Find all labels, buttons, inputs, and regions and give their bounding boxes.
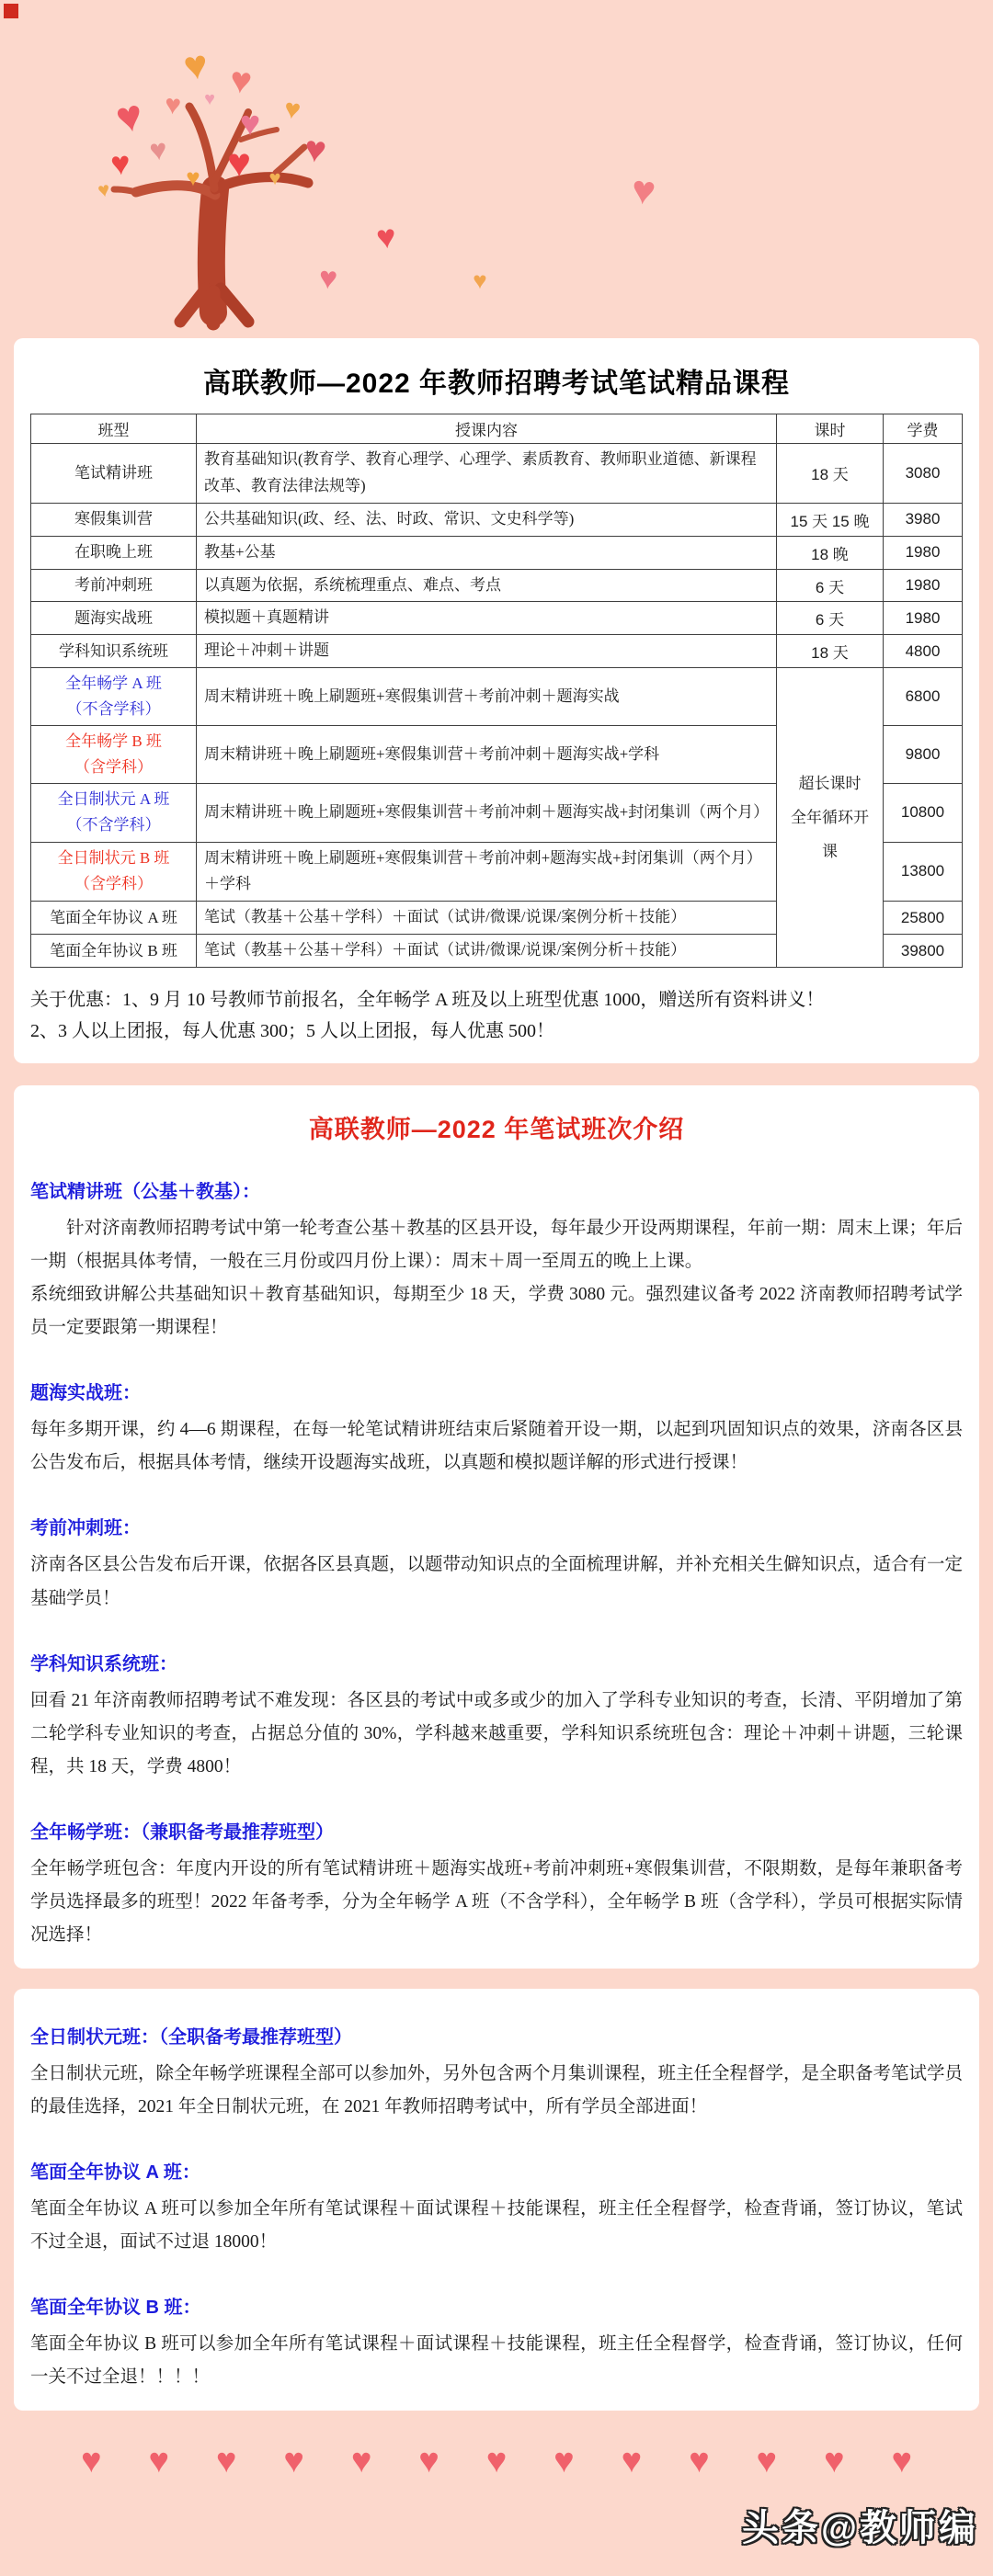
section-heading: 题海实战班： [30, 1383, 141, 1404]
intro-section [30, 1513, 963, 1615]
section-paragraph: 全日制状元班，除全年畅学班课程全部可以参加外，另外包含两个月集训课程，班主任全程督学，是全职备考笔试学员的最佳选择，2021 年全日制状元班，在 2021 年教师招聘考试中，所有学员全部进面！ [30, 2063, 964, 2117]
class-content-cell: 理论＋冲刺＋讲题 [197, 635, 777, 668]
class-fee-cell: 10800 [884, 784, 963, 842]
class-type-cell: 考前冲刺班 [31, 569, 197, 602]
heart-icon: ♥ [317, 260, 339, 297]
heart-icon: ♥ [226, 141, 252, 186]
course-table-row [31, 444, 963, 504]
section-heading: 学科知识系统班： [30, 1653, 177, 1674]
heart-icon: ♥ [186, 164, 200, 191]
section-paragraph: 针对济南教师招聘考试中第一轮考查公基＋教基的区县开设，每年最少开设两期课程，年前一期：周末上课；年后一期（根据具体考情，一般在三月份或四月份上课）：周末＋周一至周五的晚上上课。 [30, 1219, 964, 1272]
heart-icon: ♥ [268, 166, 281, 189]
intro-section [30, 1378, 963, 1480]
hearts-row [81, 2444, 912, 2479]
heart-icon: ♥ [227, 59, 255, 103]
heart-icon: ♥ [689, 2442, 710, 2481]
section-paragraph: 全年畅学班包含：年度内开设的所有笔试精讲班＋题海实战班+考前冲刺班+寒假集训营，不限期数，是每年兼职备考学员选择最多的班型！2022 年备考季，分为全年畅学 A 班（不含学科），全年畅学 B 班（含学科），学员可根据实际情况选择！ [30, 1858, 963, 1945]
heart-icon: ♥ [281, 93, 303, 127]
course-table-row [31, 536, 963, 569]
class-content-cell: 公共基础知识(政、经、法、时政、常识、文史科学等) [197, 503, 777, 536]
section-paragraph: 每年多期开课，约 4—6 期课程，在每一轮笔试精讲班结束后紧随着开设一期，以起到巩固知识点的效果，济南各区县公告发布后，根据具体考情，继续开设题海实战班，以真题和模拟题详解的形式进行授课！ [30, 1420, 963, 1473]
heart-icon: ♥ [418, 2442, 439, 2481]
section-paragraph: 系统细致讲解公共基础知识＋教育基础知识，每期至少 18 天，学费 3080 元。强烈建议备考 2022 济南教师招聘考试学员一定要跟第一期课程！ [30, 1285, 963, 1338]
col-header-class-type: 班型 [31, 414, 197, 444]
intro-section [30, 2292, 963, 2394]
section-heading: 全年畅学班：（兼职备考最推荐班型） [30, 1821, 334, 1843]
class-content-cell: 教基+公基 [197, 536, 777, 569]
heart-icon: ♥ [148, 2442, 170, 2481]
class-hours-cell: 15 天 15 晚 [777, 503, 884, 536]
section-heading: 笔试精讲班（公基＋教基）： [30, 1182, 260, 1203]
class-fee-cell: 1980 [884, 569, 963, 602]
course-table-row [31, 602, 963, 635]
class-fee-cell: 13800 [884, 842, 963, 902]
class-fee-cell: 1980 [884, 602, 963, 635]
class-type-cell: 笔面全年协议 A 班 [31, 902, 197, 935]
section-heading: 笔面全年协议 B 班： [30, 2298, 201, 2319]
class-intro-card [14, 1085, 979, 1969]
heart-icon: ♥ [96, 177, 112, 202]
heart-icon: ♥ [108, 143, 132, 183]
class-type-cell: 全年畅学 A 班 （不含学科） [31, 668, 197, 726]
class-content-cell: 周末精讲班＋晚上刷题班+寒假集训营＋考前冲刺＋题海实战 [197, 668, 777, 726]
heart-icon: ♥ [163, 89, 183, 121]
section-paragraph: 回看 21 年济南教师招聘考试不难发现：各区县的考试中或多或少的加入了学科专业知识的考查，长清、平阴增加了第二轮学科专业知识的考查，占据总分值的 30%，学科越来越重要，学科知识系统班包含：理论＋冲刺＋讲题，三轮课程，共 18 天，学费 4800！ [30, 1690, 963, 1776]
heart-icon: ♥ [485, 2442, 508, 2481]
class-fee-cell: 25800 [884, 902, 963, 935]
heart-icon: ♥ [374, 216, 398, 257]
heart-icon: ♥ [823, 2442, 845, 2481]
course-table-row [31, 635, 963, 668]
class-fee-cell: 1980 [884, 536, 963, 569]
section-paragraph: 笔面全年协议 B 班可以参加全年所有笔试课程＋面试课程＋技能课程，班主任全程督学，检查背诵，签订协议，任何一关不过全退！！！！ [30, 2334, 963, 2388]
intro-section [30, 1649, 963, 1784]
heart-icon: ♥ [756, 2442, 778, 2481]
course-table-row [31, 569, 963, 602]
heart-icon: ♥ [111, 90, 148, 144]
merged-hours-cell: 超长课时 全年循环开课 [777, 668, 884, 968]
class-fee-cell: 6800 [884, 668, 963, 726]
class-type-cell: 题海实战班 [31, 602, 197, 635]
intro-section [30, 1176, 963, 1345]
discount-note-line2: 2、3 人以上团报，每人优惠 300；5 人以上团报，每人优惠 500！ [30, 1021, 554, 1042]
class-type-cell: 笔试精讲班 [31, 444, 197, 504]
intro-card-title: 高联教师—2022 年笔试班次介绍 [308, 1116, 685, 1144]
class-type-cell: 学科知识系统班 [31, 635, 197, 668]
class-hours-cell: 18 晚 [777, 536, 884, 569]
class-fee-cell: 3980 [884, 503, 963, 536]
section-paragraph: 济南各区县公告发布后开课，依据各区县真题，以题带动知识点的全面梳理讲解，并补充相关生僻知识点，适合有一定基础学员！ [30, 1555, 964, 1608]
heart-icon: ♥ [350, 2442, 372, 2481]
watermark: 头条@教师编 [741, 2508, 978, 2549]
class-intro-card-2 [14, 1989, 979, 2411]
class-type-cell: 全日制状元 B 班 （含学科） [31, 842, 197, 902]
course-table [30, 414, 963, 968]
heart-icon: ♥ [81, 2442, 102, 2481]
bottom-decoration [0, 2411, 993, 2576]
class-fee-cell: 3080 [884, 444, 963, 504]
class-content-cell: 笔试（教基＋公基＋学科）＋面试（试讲/微课/说课/案例分析＋技能） [197, 935, 777, 968]
col-header-content: 授课内容 [197, 414, 777, 444]
intro-section [30, 2022, 963, 2124]
intro-section [30, 1817, 963, 1952]
heart-icon: ♥ [147, 132, 169, 167]
class-hours-cell: 6 天 [777, 569, 884, 602]
heart-icon: ♥ [891, 2442, 912, 2481]
section-paragraph: 笔面全年协议 A 班可以参加全年所有笔试课程＋面试课程＋技能课程，班主任全程督学，检查背诵，签订协议，笔试不过全退，面试不过退 18000！ [30, 2199, 963, 2253]
class-type-cell: 全年畅学 B 班 （含学科） [31, 726, 197, 784]
class-fee-cell: 39800 [884, 935, 963, 968]
heart-icon: ♥ [554, 2442, 575, 2481]
intro-section [30, 2157, 963, 2259]
discount-note-line1: 关于优惠：1、9 月 10 号教师节前报名，全年畅学 A 班及以上班型优惠 1000，赠送所有资料讲义！ [30, 990, 825, 1011]
class-type-cell: 全日制状元 A 班 （不含学科） [31, 784, 197, 842]
section-heading: 全日制状元班：（全职备考最推荐班型） [30, 2026, 352, 2048]
table-header-row [31, 414, 963, 444]
class-content-cell: 教育基础知识(教育学、教育心理学、心理学、素质教育、教师职业道德、新课程改革、教育法律法规等) [197, 444, 777, 504]
course-table-card [14, 338, 979, 1063]
col-header-hours: 课时 [777, 414, 884, 444]
class-content-cell: 周末精讲班＋晚上刷题班+寒假集训营＋考前冲刺+题海实战+封闭集训（两个月）＋学科 [197, 842, 777, 902]
class-type-cell: 在职晚上班 [31, 536, 197, 569]
heart-icon: ♥ [239, 105, 261, 143]
col-header-fee: 学费 [884, 414, 963, 444]
class-content-cell: 模拟题＋真题精讲 [197, 602, 777, 635]
course-table-row [31, 503, 963, 536]
discount-notes [30, 984, 963, 1047]
section-heading: 考前冲刺班： [30, 1518, 141, 1539]
class-content-cell: 周末精讲班＋晚上刷题班+寒假集训营＋考前冲刺＋题海实战+封闭集训（两个月） [197, 784, 777, 842]
heart-icon: ♥ [302, 128, 329, 172]
class-hours-cell: 18 天 [777, 635, 884, 668]
heart-icon: ♥ [283, 2442, 304, 2481]
class-hours-cell: 6 天 [777, 602, 884, 635]
class-fee-cell: 4800 [884, 635, 963, 668]
class-hours-cell: 18 天 [777, 444, 884, 504]
class-type-cell: 寒假集训营 [31, 503, 197, 536]
class-fee-cell: 9800 [884, 726, 963, 784]
course-card-title: 高联教师—2022 年教师招聘考试笔试精品课程 [202, 369, 791, 399]
course-table-row [31, 668, 963, 726]
class-type-cell: 笔面全年协议 B 班 [31, 935, 197, 968]
heart-icon: ♥ [473, 267, 487, 294]
class-content-cell: 笔试（教基＋公基＋学科）＋面试（试讲/微课/说课/案例分析＋技能） [197, 902, 777, 935]
heart-icon: ♥ [215, 2442, 237, 2481]
top-decoration [0, 0, 993, 338]
heart-icon: ♥ [180, 41, 211, 90]
heart-icon: ♥ [621, 2442, 643, 2481]
class-content-cell: 周末精讲班＋晚上刷题班+寒假集训营＋考前冲刺＋题海实战+学科 [197, 726, 777, 784]
heart-tree-illustration [0, 0, 515, 338]
class-content-cell: 以真题为依据，系统梳理重点、难点、考点 [197, 569, 777, 602]
heart-icon: ♥ [204, 89, 215, 109]
heart-icon: ♥ [629, 166, 658, 215]
section-heading: 笔面全年协议 A 班： [30, 2162, 200, 2184]
